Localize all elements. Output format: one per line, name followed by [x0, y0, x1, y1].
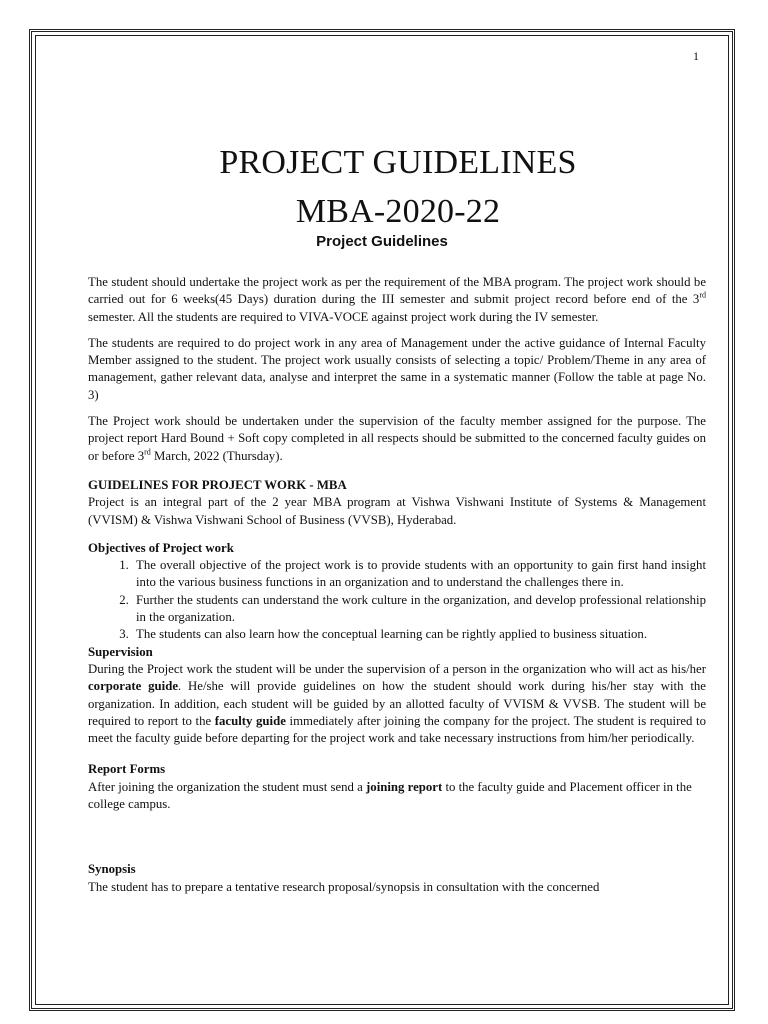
report-forms-paragraph — [88, 779, 706, 814]
report-forms-text-cont: to the faculty guide and Placement officer in the college campus. — [88, 779, 692, 812]
synopsis-heading: Synopsis — [88, 862, 136, 877]
superscript: rd — [144, 447, 151, 457]
supervision-text-cont: . He/she will provide guidelines on how the student should work during his/her stay with the organization. In addition, each student will be guided by an allotted faculty of VVISM & VVSB. The student will be required to report to the — [88, 679, 706, 728]
supervision-text: During the Project work the student will be under the supervision of a person in the organization who will act as his/her — [88, 661, 706, 676]
faculty-guide-term: faculty guide — [214, 713, 286, 728]
list-item: 2. Further the students can understand the work culture in the organization, and develop professional relationship in the organization. — [132, 592, 706, 627]
supervision-text-end: immediately after joining the company for the project. The student is required to meet the faculty guide before departing for the project work and take necessary instructions from him/her periodically. — [88, 713, 706, 746]
document-page — [29, 29, 735, 1011]
document-subtitle: Project Guidelines — [316, 233, 448, 250]
intro-p3-text: The Project work should be undertaken under the supervision of the faculty member assigned for the purpose. The project report Hard Bound + Soft copy completed in all respects should be submitted to the concerned faculty guides on or before 3 — [88, 414, 706, 463]
document-body — [88, 274, 706, 905]
intro-p1-text: The student should undertake the project work as per the requirement of the MBA program. The project work should be carried out for 6 weeks(45 Days) duration during the III semester and submit project record before end of the 3 — [88, 275, 706, 307]
intro-paragraph-1 — [88, 274, 706, 326]
report-forms-text: After joining the organization the student must send a — [88, 779, 367, 794]
intro-p1-text-cont: semester. All the students are required to VIVA-VOCE against project work during the IV semester. — [88, 309, 599, 324]
corporate-guide-term: corporate guide — [88, 679, 178, 694]
joining-report-term: joining report — [366, 779, 443, 794]
list-item: 1. The overall objective of the project work is to provide students with an opportunity to gain first hand insight into the various business functions in an organization and to understand the challenges there in. — [132, 557, 706, 592]
objectives-list — [88, 557, 706, 643]
guidelines-paragraph: Project is an integral part of the 2 year MBA program at Vishwa Vishwani Institute of Systems & Management (VVISM) & Vishwa Vishwani School of Business (VVSB), Hyderabad. — [88, 495, 706, 527]
supervision-heading: Supervision — [88, 644, 153, 659]
guidelines-heading: GUIDELINES FOR PROJECT WORK - MBA — [88, 477, 347, 492]
page-number: 1 — [693, 49, 699, 63]
report-forms-heading: Report Forms — [88, 762, 166, 777]
supervision-paragraph — [88, 661, 706, 747]
document-title-program: MBA-2020-22 — [295, 193, 501, 230]
intro-paragraph-3 — [88, 413, 706, 465]
synopsis-paragraph: The student has to prepare a tentative research proposal/synopsis in consultation with the concerned — [88, 879, 600, 894]
intro-paragraph-2: The students are required to do project work in any area of Management under the active guidance of Internal Faculty Member assigned to the student. The project work usually consists of selecting a topic/ Problem/Theme in any area of management, gather relevant data, analyse and interpret the same in a systematic manner (Follow the table at page No. 3) — [88, 335, 706, 402]
objectives-heading: Objectives of Project work — [88, 540, 234, 555]
intro-p3-text-cont: March, 2022 (Thursday). — [150, 448, 283, 463]
list-item: 3. The students can also learn how the conceptual learning can be rightly applied to business situation. — [132, 626, 706, 643]
document-title: PROJECT GUIDELINES — [219, 144, 577, 181]
superscript: rd — [699, 291, 706, 301]
